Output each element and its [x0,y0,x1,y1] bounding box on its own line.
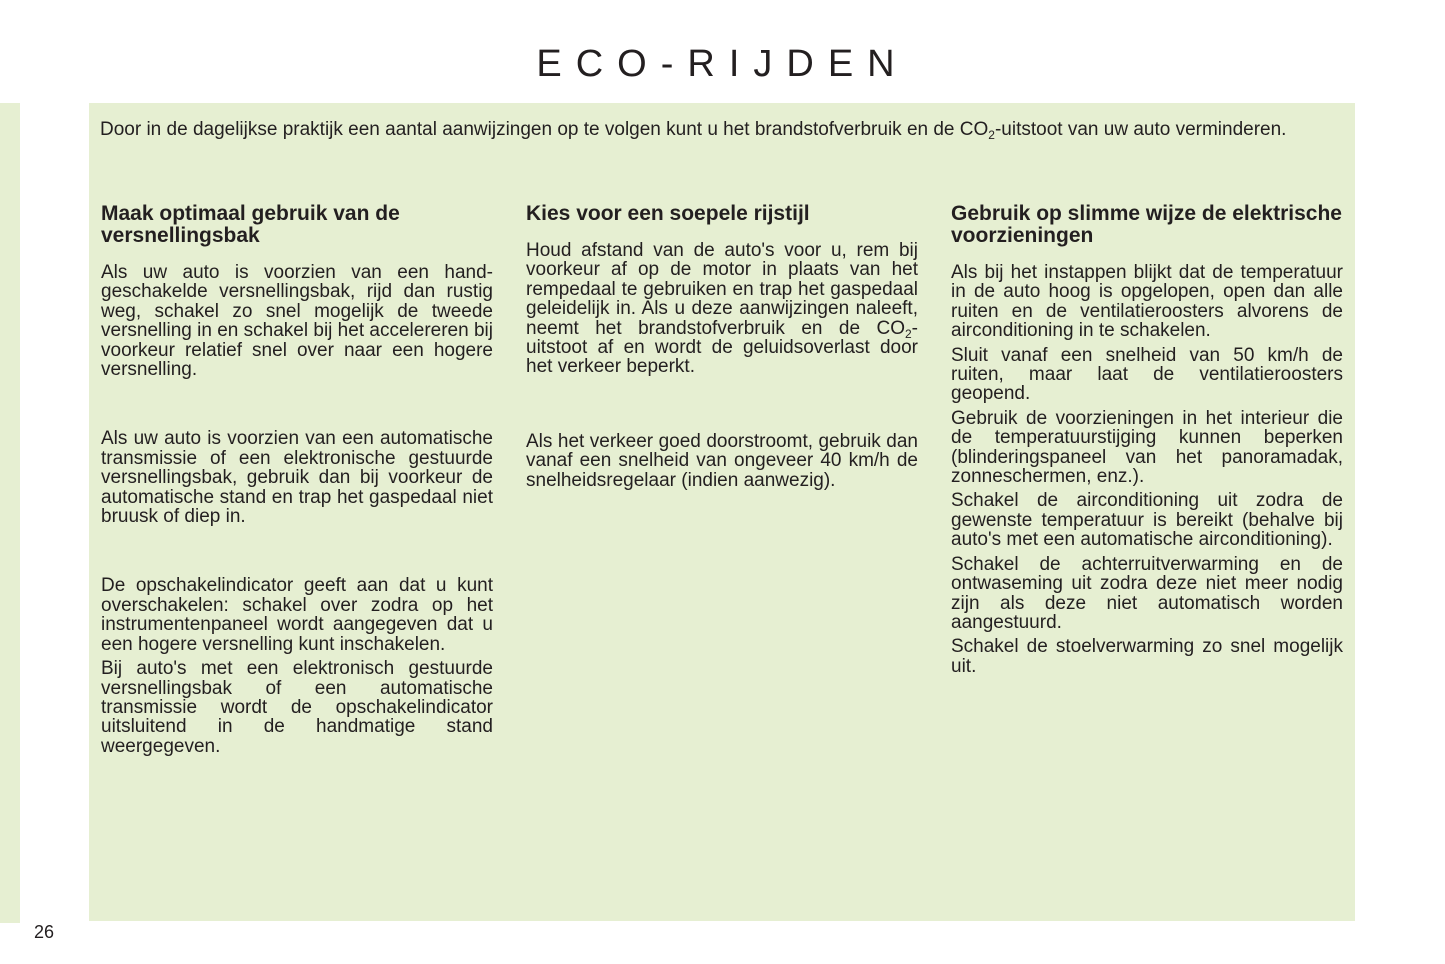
column-driving-style [526,203,918,495]
electrical-paragraph-aircon: Schakel de airconditioning uit zodra de gewenste temperatuur is bereikt (behalve bij auto's met een automatische airconditioning). [951,490,1343,551]
heading-electrical: Gebruik op slimme wijze de elektrische voorzieningen [951,202,1342,247]
driving-style-paragraph-distance [526,241,918,377]
side-chapter-tab [0,103,20,923]
driving-style-text-part1: Houd afstand van de auto's voor u, rem bij voorkeur af op de motor in plaats van het rempedaal te gebruiken en trap het gaspedaal geleidelijk in. Als u deze aanwijzingen naleeft, neemt het brandstofverbruik en de CO [526,240,918,339]
electrical-paragraph-ventilation: Als bij het instappen blijkt dat de temperatuur in de auto hoog is opgelopen, open dan alle ruiten en de ventilatieroosters alvorens de airconditioning in te schakelen. [951,262,1343,342]
column-gearbox [101,203,493,761]
intro-text [100,120,1344,140]
gearbox-paragraph-automatic: Als uw auto is voorzien van een automatische transmissie of een elektronische gestuurde versnellingsbak, gebruik dan bij voorkeur de automatische stand en trap het gaspedaal niet bruusk of diep in. [101,428,493,528]
heading-gearbox: Maak optimaal gebruik van de versnellingsbak [101,202,400,247]
electrical-paragraph-windows: Sluit vanaf een snelheid van 50 km/h de ruiten, maar laat de ventilatieroosters geopend. [951,344,1343,405]
gearbox-paragraph-shift-indicator: De opschakelindicator geeft aan dat u kunt overschakelen: schakel over zodra op het instrumentenpaneel wordt aangegeven dat u een hogere versnelling kunt inschakelen. [101,575,493,655]
page-number: 26 [34,922,55,942]
gearbox-paragraph-manual: Als uw auto is voorzien van een handgeschakelde versnellingsbak, rijd dan rustig weg, schakel zo snel mogelijk de tweede versnelling in en schakel bij het accelereren bij voorkeur relatief snel over naar een hogere versnelling. [101,262,493,381]
intro-text-part1: Door in de dagelijkse praktijk een aantal aanwijzingen op te volgen kunt u het brandstofverbruik en de CO [100,119,989,140]
column-electrical [951,203,1343,681]
driving-style-text-part2: -uitstoot af en wordt de geluidsoverlast door het verkeer beperkt. [526,317,918,378]
driving-style-subscript: 2 [904,326,912,341]
driving-style-paragraph-cruise: Als het verkeer goed doorstroomt, gebruik dan vanaf een snelheid van ongeveer 40 km/h de snelheidsregelaar (indien aanwezig). [526,430,918,491]
electrical-paragraph-seat-heating: Schakel de stoelverwarming zo snel mogelijk uit. [951,636,1343,677]
intro-subscript: 2 [988,128,995,142]
electrical-paragraph-interior: Gebruik de voorzieningen in het interieur die de temperatuurstijging kunnen beperken (blinderingspaneel van het panoramadak, zonneschermen, enz.). [951,407,1343,488]
electrical-paragraph-defrost: Schakel de achterruitverwarming en de ontwaseming uit zodra deze niet meer nodig zijn als deze niet automatisch worden aangestuurd. [951,553,1343,633]
intro-text-part2: -uitstoot van uw auto verminderen. [994,119,1287,140]
gearbox-paragraph-electronic: Bij auto's met een elektronisch gestuurde versnellingsbak of een automatische transmissie wordt de opschakelindicator uitsluitend in de handmatige stand weergegeven. [101,658,493,757]
heading-driving-style: Kies voor een soepele rijstijl [526,202,810,225]
page-title: ECO-RIJDEN [536,43,909,86]
